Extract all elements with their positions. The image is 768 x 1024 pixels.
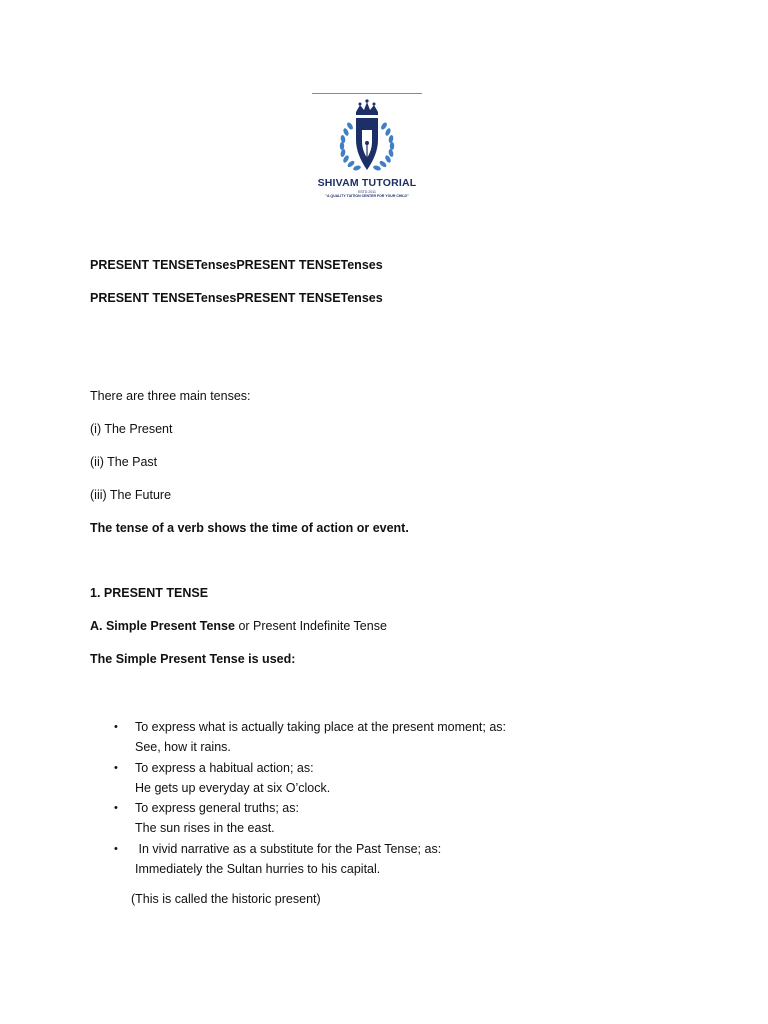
list-item	[114, 839, 674, 880]
heading-line-1: PRESENT TENSETensesPRESENT TENSETenses	[90, 258, 383, 272]
bullet-text: To express general truths; as:	[135, 801, 299, 816]
bullet-icon: •	[114, 721, 118, 733]
pen-nib-icon	[356, 118, 378, 170]
usage-lead: The Simple Present Tense is used:	[90, 652, 296, 666]
bullet-example: Immediately the Sultan hurries to his capital.	[135, 862, 381, 877]
list-item	[114, 717, 674, 758]
tense-item-future: (iii) The Future	[90, 488, 172, 502]
crown-icon	[356, 99, 378, 115]
bullet-example: See, how it rains.	[135, 740, 231, 755]
bullet-example: The sun rises in the east.	[135, 821, 275, 836]
logo-tagline: "A QUALITY TUITION CENTER FOR YOUR CHILD"	[325, 194, 409, 198]
bullet-icon: •	[114, 842, 118, 855]
bullet-text: In vivid narrative as a substitute for the Past Tense; as:	[135, 841, 442, 856]
bullet-text: To express a habitual action; as:	[135, 760, 314, 775]
list-item	[114, 798, 674, 839]
logo-name: SHIVAM TUTORIAL	[317, 177, 417, 189]
tense-definition: The tense of a verb shows the time of action or event.	[90, 521, 409, 535]
shivam-tutorial-logo	[312, 96, 422, 208]
bullet-icon: •	[114, 802, 118, 815]
bullet-text: To express what is actually taking place at the present moment; as:	[135, 720, 507, 734]
subtitle-present-indefinite: Present Indefinite Tense	[253, 619, 387, 633]
usage-bullet-list	[114, 717, 674, 879]
subtitle-simple-present: A. Simple Present Tense	[90, 619, 235, 633]
logo-top-rule	[312, 93, 422, 94]
subtitle-connector: or	[234, 619, 254, 633]
intro-lead: There are three main tenses:	[90, 389, 251, 403]
logo-established: ESTD 2011	[358, 190, 376, 194]
bullet-icon: •	[114, 761, 118, 774]
section-title: 1. PRESENT TENSE	[90, 586, 209, 600]
tense-item-past: (ii) The Past	[90, 455, 158, 469]
tense-item-present: (i) The Present	[90, 422, 173, 436]
list-item	[114, 758, 674, 799]
historic-present-note: (This is called the historic present)	[131, 892, 321, 906]
bullet-example: He gets up everyday at six O’clock.	[135, 780, 331, 795]
section-subtitle	[90, 618, 387, 634]
heading-line-2: PRESENT TENSETensesPRESENT TENSETenses	[90, 291, 383, 305]
